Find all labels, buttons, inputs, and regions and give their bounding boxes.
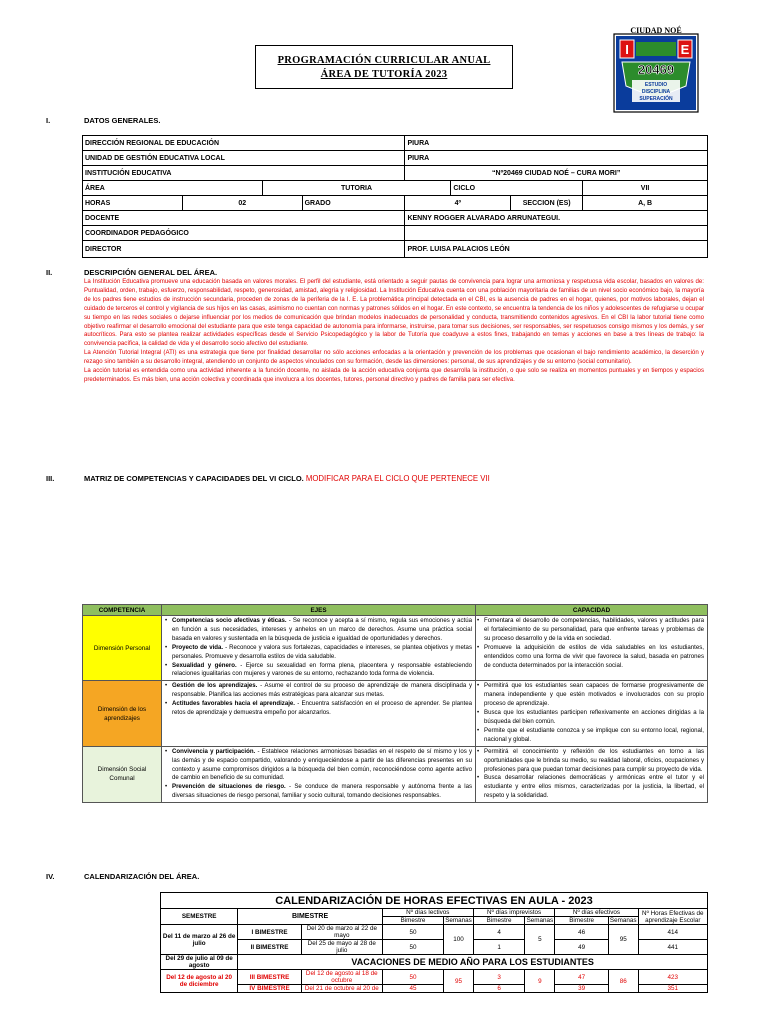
table-row (83, 136, 708, 151)
bullet-list (172, 748, 472, 801)
table-row (161, 925, 708, 940)
logo-text: DISCIPLINA (641, 89, 671, 95)
table-cell: IV BIMESTRE (238, 985, 302, 993)
text-span: - Se reconoce y acepta a sí mismo, regula sus emociones y actúa en función a sus necesidades, intereses y anhelos en un marco de derechos. Asume una práctica social basada en valores y sustentada en la búsqueda de justicia e igualdad de oportunidades y derechos. (172, 617, 473, 642)
table-cell: Dimensión de los aprendizajes (83, 681, 162, 746)
table-row (83, 605, 708, 616)
table-cell: 9 (525, 970, 555, 993)
list-item (172, 662, 472, 680)
text-span: - Establece relaciones armoniosas basadas en el respeto de sí mismo y los y las demás y de espacio compartido, valorando y enriqueciéndose a partir de las diferencias presentes en su contexto y asume compromisos dirigidos a la búsqueda del bien común, reconociéndose como agente activo de cambio en beneficio de su comunidad. (172, 747, 473, 782)
list-item: • Permite que el estudiante conozca y se implique con su entorno local, regional, nacional y global. (484, 727, 704, 745)
table-row (83, 241, 708, 258)
bullet-list (484, 682, 704, 744)
table-cell: HORAS (83, 196, 183, 211)
table-cell: COORDINADOR PEDAGÓGICO (83, 226, 405, 241)
text-span: IV. (46, 872, 55, 881)
matrix-row (83, 681, 708, 746)
table-cell: Del 12 de agosto al 18 de octubre (301, 970, 382, 985)
table-cell: 95 (444, 970, 474, 993)
table-cell: Del 25 de mayo al 28 de julio (301, 940, 382, 955)
matrix-row (83, 616, 708, 681)
table-cell: 39 (555, 985, 609, 993)
table-cell (405, 226, 708, 241)
table-cell: BIMESTRE (238, 909, 383, 925)
bullet-list (172, 682, 472, 718)
table-cell: 441 (638, 940, 707, 955)
document-title (255, 45, 513, 89)
table-cell: Bimestre (555, 917, 609, 925)
table-cell: KENNY ROGGER ALVARADO ARRUNATEGUI. (405, 211, 708, 226)
table-cell: Nº días lectivos (382, 909, 473, 917)
bullet-list (484, 617, 704, 670)
table-cell: PROF. LUISA PALACIOS LEÓN (405, 241, 708, 258)
bold-label: Actitudes favorables hacia el aprendizaje. (172, 700, 296, 708)
table-cell (476, 616, 708, 681)
list-item: • Promueve la adquisición de estilos de vida saludables en los estudiantes, entendidos como una forma de vivir que favorece la salud, basada en patrones de conducta determinados por la interacción social. (484, 644, 704, 671)
table-row (83, 181, 708, 196)
table-cell: I BIMESTRE (238, 925, 302, 940)
table-cell: 50 (382, 970, 443, 985)
table-cell: Del 11 de marzo al 26 de julio (161, 925, 238, 955)
table-cell: “Nº20469 CIUDAD NOÉ – CURA MORI” (405, 166, 708, 181)
table-cell: Nº días imprevistos (473, 909, 555, 917)
matrix-header: COMPETENCIA (83, 605, 162, 616)
table-cell: 1 (473, 940, 525, 955)
logo-text: ESTUDIO (644, 82, 668, 88)
table-cell: 3 (473, 970, 525, 985)
table-cell: UNIDAD DE GESTIÓN EDUCATIVA LOCAL (83, 151, 405, 166)
table-cell: DIRECCIÓN REGIONAL DE EDUCACIÓN (83, 136, 405, 151)
table-cell: Del 21 de octubre al 20 de (301, 985, 382, 993)
table-cell: 47 (555, 970, 609, 985)
text-span: - Asume el control de su proceso de aprendizaje de manera disciplinada y responsable. Planifica las acciones más estratégicas para alcanzar sus metas. (172, 682, 472, 699)
table-cell: Semanas (526, 917, 554, 924)
table-cell: CICLO (451, 181, 583, 196)
list-item: • Busca desarrollar relaciones democráticas y armónicas entre el tutor y el estudiante y entre ellos mismos, caracterizadas por la justicia, la libertad, el respeto y la solidaridad. (484, 774, 704, 801)
text-span: MATRIZ DE COMPETENCIAS Y CAPACIDADES DEL VI CICLO. (84, 474, 304, 483)
logo-text: E (680, 42, 690, 57)
table-cell: 95 (608, 925, 638, 955)
text-span: - Encuentra satisfacción en el proceso de aprender. Se plantea retos de aprendizaje y demuestra empeño por alcanzarlos. (172, 700, 473, 717)
bold-label: Convivencia y participación. (172, 747, 256, 755)
table-cell: 46 (555, 925, 609, 940)
table-cell: PIURA (405, 151, 708, 166)
table-cell: Semanas (445, 917, 472, 924)
list-item (172, 748, 472, 784)
list-item: • Busca que los estudiantes participen reflexivamente en acciones dirigidas a la búsqueda del bien común. (484, 709, 704, 727)
table-cell: 50 (382, 925, 443, 940)
logo-text: I (625, 42, 629, 57)
text-span: - Se conduce de manera responsable y autónoma frente a las diversas situaciones de riesgo personal, familiar y socio cultural, tomando decisiones responsables. (172, 783, 473, 800)
table-cell: DIRECTOR (83, 241, 405, 258)
table-cell: Dimensión Personal (83, 616, 162, 681)
title-line-1: PROGRAMACIÓN CURRICULAR ANUAL (277, 55, 491, 66)
text-span: II. (46, 268, 53, 277)
table-cell: INSTITUCIÓN EDUCATIVA (83, 166, 405, 181)
table-cell: VII (583, 181, 708, 196)
table-cell: 50 (382, 940, 443, 955)
table-row (161, 909, 708, 917)
text-span: I. (46, 116, 51, 125)
table-row (83, 151, 708, 166)
bold-label: Competencias socio afectivas y éticas. (172, 617, 287, 624)
table-cell: 4 (473, 925, 525, 940)
table-cell (162, 616, 476, 681)
logo-text: CIUDAD NOÉ (630, 26, 682, 35)
table-row (161, 970, 708, 985)
table-cell: Bimestre (473, 917, 525, 925)
text-span: III. (46, 474, 55, 483)
calendar-table (160, 892, 708, 993)
bullet-list (484, 748, 704, 801)
list-item (172, 783, 472, 801)
text-span: - Reconoce y valora sus fortalezas, capacidades e intereses, se plantea objetivos y metas personales. Promueve y desarrolla estilos de vida saludable. (172, 643, 472, 660)
table-cell (162, 681, 476, 746)
bold-label: Sexualidad y género. (172, 661, 237, 669)
table-cell: 5 (525, 925, 555, 955)
table-cell: 4º (405, 196, 511, 211)
matrix-row (83, 746, 708, 802)
list-item: • Permitirá que los estudiantes sean capaces de formarse progresivamente de manera independiente y que estén motivados e involucrados con su propio proceso de aprendizaje. (484, 682, 704, 709)
table-cell: A, B (583, 196, 708, 211)
table-cell: 49 (555, 940, 609, 955)
competency-matrix (82, 604, 708, 803)
table-cell: 86 (608, 970, 638, 993)
table-cell: PIURA (405, 136, 708, 151)
table-row (161, 955, 708, 970)
table-row (83, 226, 708, 241)
table-cell: Del 12 de agosto al 20 de diciembre (161, 970, 238, 993)
list-item: • Fomentara el desarrollo de competencias, habilidades, valores y actitudes para el fortalecimiento de su personalidad, para que enfrente tareas y problemas de su proceso desarrollo y de la vida en sociedad. (484, 617, 704, 644)
list-item (172, 700, 472, 718)
description-paragraph: La Institución Educativa promueve una educación basada en valores morales. El perfil del estudiante, está orientado a seguir pautas de convivencia para lograr una armoniosa y respetuosa vida escolar, basados en valores de: Puntualidad, orden, trabajo, esfuerzo, responsabilidad, respeto, generosidad, amistad, alegría y religiosidad. La Institución Educativa cuenta con una población mayoritaria de familias de un nivel socio económico bajo, la mayoría de los padres tiene estudios de instrucción secundaria, proceden de zonas de la periferia de la I. E. La problemática principal detectada en el CBI, es la ausencia de padres en el hogar, quienes, por motivos laborales, dejan el cuidado de terceros el control y vigilancia de sus hijos en las casas, asimismo no cuentan con normas y patrones sólidos en el hogar. En este contexto, se encuentra la tendencia de los niños y adolescentes de refugiarse u ocupar su tiempo en las redes sociales o dejarse influenciar por los medios de comunicación que brindan modelos inadecuados de personalidad y conducta, transmitiendo contenidos agresivos. En el CBI la labor tutorial tiene como objetivo reafirmar el desarrollo emocional del estudiante para que este tenga capacidad de autonomía para informarse, instruirse, para tomar sus decisiones, ser responsables, ser respetuosos consigo mismos y los demás, y ser autocríticos. Para esto se plantea realizar actividades específicas desde el Servicio Psicopedagógico y la labor de Tutoría que coadyuve a estos fines, trabajando en temas y acciones en base a tres líneas de trabajo: la convivencia pacífica, la calidad de vida y el desarrollo socio afectivo del estudiante. (84, 278, 704, 348)
text-span: - Ejerce su sexualidad en forma plena, placentera y responsable estableciendo relaciones igualitarias con mujeres y varones de su entorno, rechazando toda forma de violencia. (172, 661, 472, 678)
calendar-title: CALENDARIZACIÓN DE HORAS EFECTIVAS EN AULA - 2023 (161, 893, 708, 909)
table-cell: Dimensión Social Comunal (83, 746, 162, 802)
table-cell: Del 20 de marzo al 22 de mayo (301, 925, 382, 940)
title-line-2: ÁREA DE TUTORÍA 2023 (320, 69, 448, 80)
table-cell: 351 (638, 985, 707, 993)
bold-label: Proyecto de vida. (172, 643, 224, 651)
table-cell: SECCION (ES) (511, 196, 583, 211)
table-cell: Nº Horas Efectivas de aprendizaje Escolar (638, 909, 707, 925)
matrix-header: CAPACIDAD (476, 605, 708, 616)
list-item (172, 644, 472, 662)
bold-label: Gestión de los aprendizajes. (172, 682, 258, 690)
logo-text: SUPERACIÓN (639, 96, 673, 102)
table-cell: 6 (473, 985, 525, 993)
table-cell: GRADO (302, 196, 405, 211)
table-row (83, 196, 708, 211)
section-2-heading (46, 268, 446, 277)
general-data-table (82, 135, 708, 258)
table-cell: Semanas (609, 917, 637, 924)
school-crest-logo (612, 24, 700, 114)
text-span: DATOS GENERALES. (84, 116, 161, 125)
list-item (172, 617, 472, 644)
section-4-heading (46, 872, 446, 881)
area-description (84, 278, 704, 385)
table-cell: SEMESTRE (161, 909, 238, 925)
table-cell: DOCENTE (83, 211, 405, 226)
description-paragraph: La acción tutorial es entendida como una actividad inherente a la función docente, no aislada de la acción educativa conjunta que desarrolla la institución, o que solo se realiza en momentos puntuales y en tiempos y espacios predeterminados. Es más bien, una acción colectiva y coordinada que involucra a los docentes, tutores, personal directivo y padres de familia para ser efectiva. (84, 367, 704, 383)
table-cell: 423 (638, 970, 707, 985)
list-item (172, 682, 472, 700)
table-row (83, 211, 708, 226)
table-cell (476, 681, 708, 746)
table-cell: ÁREA (83, 181, 263, 196)
table-cell: 414 (638, 925, 707, 940)
bullet-list (172, 617, 472, 679)
modify-note: MODIFICAR PARA EL CICLO QUE PERTENECE VII (305, 474, 490, 483)
matrix-header: EJES (162, 605, 476, 616)
table-row (83, 166, 708, 181)
table-cell: 02 (182, 196, 302, 211)
description-paragraph: La Atención Tutorial Integral (ATI) es una estrategia que tiene por finalidad desarrollar no sólo acciones enfocadas a la orientación y prevención de los problemas que ocasionan el bajo rendimiento académico, la deserción y rezago sino también a su desarrollo integral, atendiendo un conjunto de aspectos vinculados con su formación, desde las dimensiones: personal, de sus aprendizajes y de su entorno (social comunitario). (84, 349, 704, 366)
table-cell: 100 (444, 925, 474, 955)
bold-label: Prevención de situaciones de riesgo. (172, 783, 286, 791)
table-cell: Bimestre (382, 917, 443, 925)
section-1-heading (46, 116, 446, 125)
table-cell (476, 746, 708, 802)
table-cell: TUTORIA (262, 181, 451, 196)
section-3-heading (46, 474, 606, 483)
table-cell: 45 (382, 985, 443, 993)
table-cell (162, 746, 476, 802)
table-cell: Nº días efectivos (555, 909, 638, 917)
table-cell: VACACIONES DE MEDIO AÑO PARA LOS ESTUDIANTES (238, 955, 708, 970)
list-item: • Permitirá el conocimiento y reflexión de los estudiantes en torno a las oportunidades que le brinda su medio, su realidad laboral, oficios, ocupaciones y profesiones para que puedan tomar decisiones para cumplir su proyecto de vida. (484, 748, 704, 775)
table-row (161, 893, 708, 909)
logo-text: 20469 (637, 62, 675, 77)
text-span: DESCRIPCIÓN GENERAL DEL ÁREA. (84, 268, 218, 277)
table-cell: II BIMESTRE (238, 940, 302, 955)
table-cell: Del 29 de julio al 09 de agosto (161, 955, 238, 970)
text-span: CALENDARIZACIÓN DEL ÁREA. (84, 872, 200, 881)
table-cell: III BIMESTRE (238, 970, 302, 985)
